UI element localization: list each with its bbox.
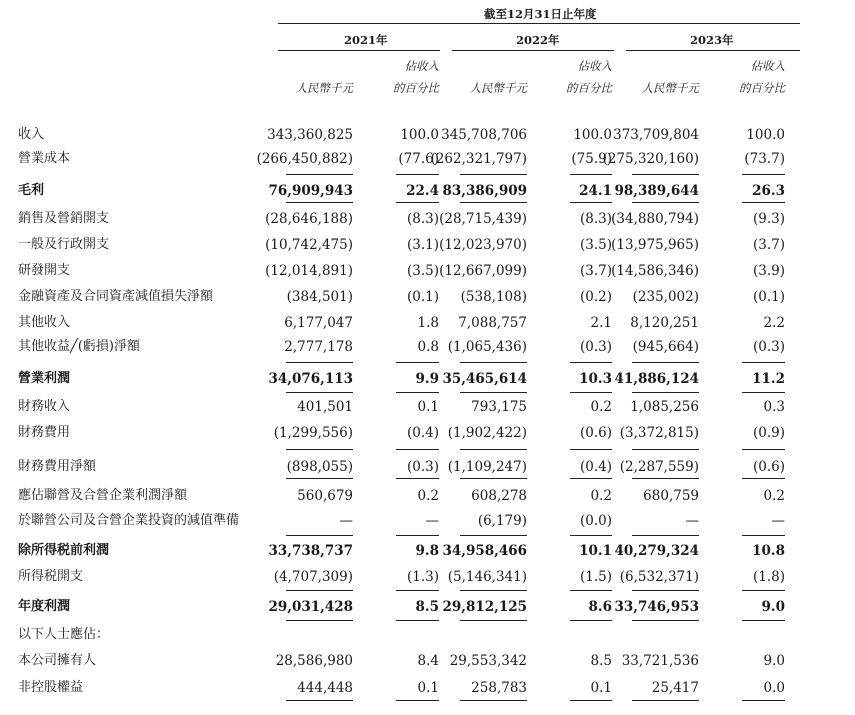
subtotal-rule (460, 392, 527, 393)
amount-cell: (1,109,247) (447, 459, 527, 475)
subtotal-rule (570, 700, 612, 701)
amount-cell: (275,320,160) (602, 151, 699, 167)
amount-cell: 343,360,825 (267, 127, 353, 143)
subtotal-rule (286, 535, 353, 536)
subtotal-rule (286, 620, 353, 621)
subtotal-rule (286, 478, 353, 479)
amount-cell: 34,076,113 (268, 371, 353, 387)
amount-cell: 40,279,324 (614, 543, 699, 559)
subtotal-rule (632, 449, 699, 450)
subtotal-rule (460, 202, 527, 203)
row-label-text: 以下人士應佔： (18, 627, 110, 642)
percent-cell: (73.7) (744, 151, 785, 167)
percent-of-revenue-subheader: 佔收入 (404, 59, 439, 73)
subtotal-rule (460, 362, 527, 363)
amount-cell: 33,746,953 (614, 599, 699, 615)
amount-cell: (262,321,797) (430, 151, 527, 167)
subtotal-rule (632, 202, 699, 203)
amount-cell: (6,532,371) (619, 569, 699, 585)
percent-cell: 1.8 (417, 315, 439, 331)
amount-cell: 35,465,614 (442, 371, 527, 387)
percent-cell: 10.3 (579, 371, 612, 387)
period-title: 截至12月31日止年度 (484, 7, 597, 21)
row-label-text: 應佔聯營及合營企業利潤淨額 (18, 488, 188, 503)
percent-cell: 22.4 (406, 183, 439, 199)
row-label-text: 其他收入 (18, 315, 71, 330)
year-2022-header: 2022年 (516, 33, 560, 47)
amount-cell: — (339, 513, 353, 529)
percent-cell: 9.0 (763, 653, 785, 669)
percent-cell: 100.0 (400, 127, 439, 143)
amount-cell: — (685, 513, 699, 529)
percent-cell: (3.1) (406, 237, 439, 253)
percent-cell: — (425, 513, 439, 529)
percent-cell: 0.3 (763, 399, 785, 415)
subtotal-rule (460, 700, 527, 701)
percent-of-revenue-subheader: 的百分比 (739, 81, 785, 95)
subtotal-rule (396, 478, 439, 479)
percent-of-revenue-subheader: 的百分比 (393, 81, 439, 95)
amount-cell: 83,386,909 (442, 183, 527, 199)
amount-cell: 608,278 (471, 488, 527, 504)
subtotal-rule (632, 620, 699, 621)
amount-cell: 345,708,706 (441, 127, 527, 143)
subtotal-rule (286, 392, 353, 393)
subtotal-rule (570, 174, 612, 175)
amount-cell: 1,085,256 (630, 399, 699, 415)
amount-cell: 2,777,178 (284, 339, 353, 355)
amount-cell: 401,501 (297, 399, 353, 415)
percent-cell: 0.2 (590, 399, 612, 415)
subtotal-rule (632, 392, 699, 393)
row-label-text: 銷售及營銷開支 (18, 211, 110, 226)
subtotal-rule (570, 392, 612, 393)
percent-cell: 0.2 (417, 488, 439, 504)
percent-cell: (0.0) (579, 513, 612, 529)
subtotal-rule (286, 590, 353, 591)
amount-cell: 258,783 (471, 680, 527, 696)
year-2022-rule (452, 50, 614, 51)
year-2023-header: 2023年 (690, 33, 734, 47)
subtotal-rule (570, 362, 612, 363)
subtotal-rule (632, 590, 699, 591)
amount-cell: (6,179) (477, 513, 527, 529)
subtotal-rule (460, 590, 527, 591)
percent-cell: 26.3 (752, 183, 785, 199)
amount-cell (569, 626, 699, 644)
percent-of-revenue-subheader: 佔收入 (750, 59, 785, 73)
row-label-text: 年度利潤 (18, 599, 71, 614)
percent-of-revenue-subheader: 的百分比 (566, 81, 612, 95)
subtotal-rule (742, 202, 785, 203)
percent-cell: 10.8 (752, 543, 785, 559)
header-rule (278, 23, 800, 24)
percent-cell: (8.3) (406, 211, 439, 227)
amount-cell: (1,902,422) (447, 425, 527, 441)
amount-cell: (28,715,439) (439, 211, 527, 227)
subtotal-rule (570, 202, 612, 203)
amount-cell: (34,880,794) (611, 211, 699, 227)
amount-cell: 560,679 (297, 488, 353, 504)
percent-cell: (3.5) (579, 237, 612, 253)
subtotal-rule (396, 590, 439, 591)
percent-cell: (3.7) (579, 263, 612, 279)
subtotal-rule (742, 478, 785, 479)
amount-cell: 444,448 (297, 680, 353, 696)
subtotal-rule (286, 362, 353, 363)
amount-cell: (10,742,475) (265, 237, 353, 253)
row-label-text: 財務收入 (18, 399, 71, 414)
percent-cell: 9.9 (415, 371, 439, 387)
amount-cell: 34,958,466 (442, 543, 527, 559)
subtotal-rule (286, 174, 353, 175)
amount-cell: 8,120,251 (630, 315, 699, 331)
subtotal-rule (742, 362, 785, 363)
percent-cell (715, 626, 785, 644)
percent-cell: 100.0 (573, 127, 612, 143)
amount-cell: (898,055) (286, 459, 353, 475)
subtotal-rule (742, 174, 785, 175)
rmb-thousands-subheader: 人民幣千元 (641, 81, 699, 95)
amount-cell: 33,738,737 (268, 543, 353, 559)
percent-cell: (0.6) (752, 459, 785, 475)
row-label-text: 收入 (18, 127, 45, 142)
percent-cell: (1.5) (579, 569, 612, 585)
amount-cell: 28,586,980 (275, 653, 353, 669)
amount-cell: (2,287,559) (619, 459, 699, 475)
percent-of-revenue-subheader: 佔收入 (577, 59, 612, 73)
row-label-text: 於聯營公司及合營企業投資的減值準備 (18, 513, 240, 528)
amount-cell: 6,177,047 (284, 315, 353, 331)
amount-cell (223, 626, 353, 644)
subtotal-rule (570, 620, 612, 621)
subtotal-rule (460, 620, 527, 621)
amount-cell: (1,299,556) (273, 425, 353, 441)
percent-cell: 0.2 (763, 488, 785, 504)
amount-cell: (28,646,188) (265, 211, 353, 227)
percent-cell: (3.7) (752, 237, 785, 253)
percent-cell: 8.4 (417, 653, 439, 669)
year-2021-header: 2021年 (344, 33, 388, 47)
subtotal-rule (460, 449, 527, 450)
subtotal-rule (570, 590, 612, 591)
subtotal-rule (742, 535, 785, 536)
percent-cell: (0.2) (579, 289, 612, 305)
subtotal-rule (742, 449, 785, 450)
percent-cell: (75.9) (571, 151, 612, 167)
amount-cell: (13,975,965) (611, 237, 699, 253)
percent-cell: (1.8) (752, 569, 785, 585)
subtotal-rule (742, 620, 785, 621)
row-label-text: 財務費用 (18, 425, 71, 440)
subtotal-rule (396, 535, 439, 536)
subtotal-rule (460, 535, 527, 536)
amount-cell: (5,146,341) (447, 569, 527, 585)
percent-cell: (0.3) (579, 339, 612, 355)
subtotal-rule (632, 535, 699, 536)
subtotal-rule (632, 174, 699, 175)
subtotal-rule (742, 590, 785, 591)
subtotal-rule (396, 700, 439, 701)
amount-cell: 373,709,804 (613, 127, 699, 143)
amount-cell (397, 626, 527, 644)
percent-cell: 8.5 (415, 599, 439, 615)
percent-cell: 0.1 (417, 399, 439, 415)
percent-cell: 0.0 (763, 680, 785, 696)
amount-cell: 33,721,536 (621, 653, 699, 669)
subtotal-rule (632, 362, 699, 363)
rmb-thousands-subheader: 人民幣千元 (295, 81, 353, 95)
percent-cell: (0.4) (579, 459, 612, 475)
subtotal-rule (396, 449, 439, 450)
percent-cell: 0.8 (417, 339, 439, 355)
percent-cell: 2.1 (590, 315, 612, 331)
percent-cell: 11.2 (752, 371, 785, 387)
percent-cell: (0.4) (406, 425, 439, 441)
subtotal-rule (286, 202, 353, 203)
percent-cell: 2.2 (763, 315, 785, 331)
percent-cell: 10.1 (579, 543, 612, 559)
amount-cell: 29,812,125 (442, 599, 527, 615)
rmb-thousands-subheader: 人民幣千元 (469, 81, 527, 95)
subtotal-rule (570, 478, 612, 479)
amount-cell: 29,553,342 (449, 653, 527, 669)
amount-cell: (235,002) (632, 289, 699, 305)
amount-cell: 793,175 (471, 399, 527, 415)
subtotal-rule (742, 700, 785, 701)
subtotal-rule (460, 174, 527, 175)
row-label-text: 財務費用淨額 (18, 459, 97, 474)
subtotal-rule (396, 202, 439, 203)
percent-cell: — (771, 513, 785, 529)
amount-cell: 680,759 (643, 488, 699, 504)
percent-cell: (0.1) (752, 289, 785, 305)
amount-cell: (12,014,891) (265, 263, 353, 279)
percent-cell: 0.2 (590, 488, 612, 504)
subtotal-rule (286, 449, 353, 450)
percent-cell: (0.1) (406, 289, 439, 305)
amount-cell: 29,031,428 (268, 599, 353, 615)
row-label-text: 除所得税前利潤 (18, 543, 110, 558)
row-label-text: 金融資產及合同資產減值損失淨額 (18, 289, 214, 304)
amount-cell: 98,389,644 (614, 183, 699, 199)
row-label-text: 所得税開支 (18, 569, 84, 584)
percent-cell: 100.0 (746, 127, 785, 143)
percent-cell: (0.3) (406, 459, 439, 475)
amount-cell: (266,450,882) (256, 151, 353, 167)
amount-cell: 7,088,757 (458, 315, 527, 331)
percent-cell: 8.6 (588, 599, 612, 615)
percent-cell: (1.3) (406, 569, 439, 585)
subtotal-rule (396, 362, 439, 363)
subtotal-rule (396, 174, 439, 175)
percent-cell: 9.8 (415, 543, 439, 559)
subtotal-rule (286, 700, 353, 701)
amount-cell: (1,065,436) (447, 339, 527, 355)
row-label-text: 一般及行政開支 (18, 237, 110, 252)
percent-cell: 0.1 (417, 680, 439, 696)
percent-cell: (9.3) (752, 211, 785, 227)
amount-cell: (538,108) (460, 289, 527, 305)
percent-cell: 24.1 (579, 183, 612, 199)
subtotal-rule (742, 392, 785, 393)
amount-cell: 41,886,124 (614, 371, 699, 387)
percent-cell: (3.5) (406, 263, 439, 279)
year-2021-rule (278, 50, 440, 51)
subtotal-rule (460, 478, 527, 479)
amount-cell: (14,586,346) (611, 263, 699, 279)
amount-cell: (384,501) (286, 289, 353, 305)
percent-cell: (0.6) (579, 425, 612, 441)
amount-cell: (945,664) (632, 339, 699, 355)
amount-cell: (12,667,099) (439, 263, 527, 279)
percent-cell: (8.3) (579, 211, 612, 227)
percent-cell: 0.1 (590, 680, 612, 696)
amount-cell: (3,372,815) (619, 425, 699, 441)
percent-cell: 8.5 (590, 653, 612, 669)
percent-cell: 9.0 (761, 599, 785, 615)
row-label-text: 研發開支 (18, 263, 71, 278)
row-label-text: 其他收益╱(虧損)淨額 (18, 339, 140, 354)
percent-cell: (3.9) (752, 263, 785, 279)
amount-cell: (12,023,970) (439, 237, 527, 253)
subtotal-rule (396, 392, 439, 393)
row-label-text: 毛利 (18, 183, 45, 198)
subtotal-rule (632, 700, 699, 701)
subtotal-rule (570, 535, 612, 536)
amount-cell: (4,707,309) (273, 569, 353, 585)
row-label-text: 營業成本 (18, 151, 71, 166)
row-label-text: 非控股權益 (18, 680, 84, 695)
row-label-text: 本公司擁有人 (18, 653, 97, 668)
amount-cell: 25,417 (651, 680, 699, 696)
row-label-text: 營業利潤 (18, 371, 71, 386)
amount-cell: 76,909,943 (268, 183, 353, 199)
year-2023-rule (626, 50, 800, 51)
percent-cell: (77.6) (398, 151, 439, 167)
subtotal-rule (570, 449, 612, 450)
percent-cell: (0.3) (752, 339, 785, 355)
percent-cell: (0.9) (752, 425, 785, 441)
subtotal-rule (396, 620, 439, 621)
subtotal-rule (632, 478, 699, 479)
